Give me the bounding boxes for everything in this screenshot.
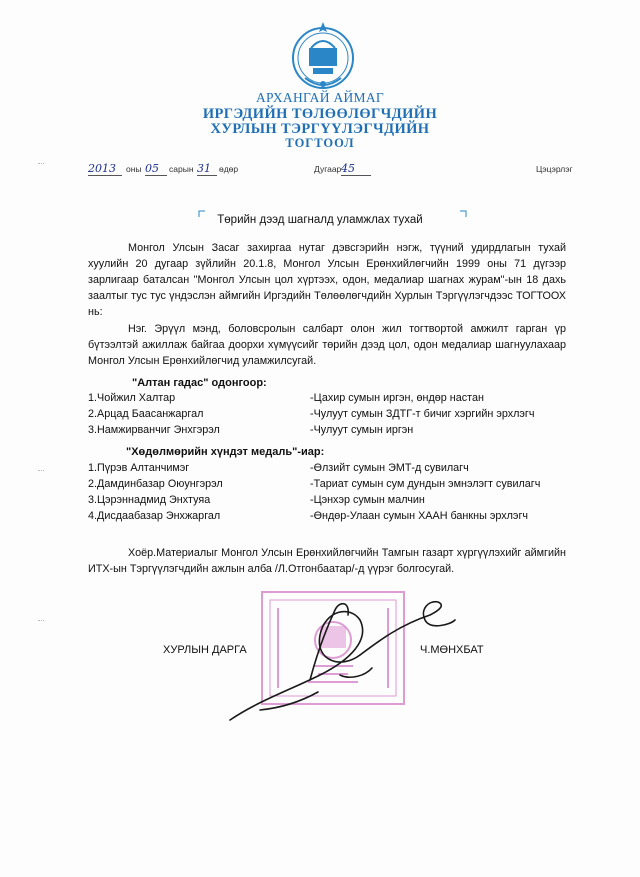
recipient-name: 1.Чойжил Халтар: [88, 392, 176, 404]
paragraph-two: Хоёр.Материалыг Монгол Улсын Ерөнхийлөгчийн Тамгын газарт хүргүүлэхийг аймгийн ИТХ-ын Тэргүүлэгчдийн ажлын алба /Л.Отгонбаатар/-д үүрэг болгосугай.: [88, 547, 566, 575]
recipient-name: 2.Дамдинбазар Оюунгэрэл: [88, 478, 223, 490]
paragraph-one: Нэг. Эрүүл мэнд, боловсролын салбарт олон жил тогтвортой амжилт гарган үр бүтээлтэй ажиллаж байгаа доорхи хүмүүсийг төрийн дээд цол, одон медалиар шагнуулахаар Монгол Улсын Ерөнхийлөгчид уламжилсугай.: [88, 323, 566, 367]
list-item: [88, 494, 588, 510]
recipient-name: 4.Дисдаабазар Энхжаргал: [88, 510, 221, 522]
list-item: [88, 462, 588, 478]
paragraph-basis: Монгол Улсын Засаг захиргаа нутаг дэвсгэрийн нэгж, түүний удирдлагын тухай хуулийн 20 дугаар зүйлийн 20.1.8, Монгол Улсын Ерөнхийлөгчийн 1999 оны 71 дүгээр зарлигаар баталсан "Монгол Улсын цол хүртээх, одон, медалиар шагнах журам"-ын 18 дахь заалтыг тус тус үндэслэн аймгийн Иргэдийн Төлөөлөгчдийн Хурлын Тэргүүлэгчдээс ТОГТООХ нь:: [88, 242, 566, 318]
list-item: [88, 510, 588, 526]
group2-heading: "Хөдөлмөрийн хүндэт медаль"-иар:: [126, 446, 325, 458]
list-item: [88, 478, 588, 494]
month-value: 05: [145, 162, 167, 176]
header-presidium: ХУРЛЫН ТЭРГҮҮЛЭГЧДИЙН: [210, 121, 430, 137]
day-value: 31: [197, 162, 217, 176]
number-label: Дугаар: [314, 164, 342, 174]
margin-mark: [38, 620, 44, 623]
recipient-desc: -Тариат сумын сум дундын эмнэлэгт сувилагч: [310, 478, 541, 490]
signature-title: ХУРЛЫН ДАРГА: [163, 644, 247, 656]
number-value: 45: [341, 162, 371, 176]
header-council: ИРГЭДИЙН ТӨЛӨӨЛӨГЧДИЙН: [202, 106, 438, 122]
signature-name: Ч.МӨНХБАТ: [420, 644, 484, 656]
recipient-desc: -Өндөр-Улаан сумын ХААН банкны эрхлэгч: [310, 510, 529, 522]
day-suffix: өдөр: [219, 164, 239, 174]
list-item: [88, 424, 588, 440]
recipient-desc: -Цэнхэр сумын малчин: [310, 494, 425, 506]
document-meta: [0, 164, 640, 184]
list-item: [88, 408, 588, 424]
recipient-desc: -Чулуут сумын иргэн: [310, 424, 414, 436]
recipient-desc: -Чулуут сумын ЗДТГ-т бичиг хэргийн эрхлэгч: [310, 408, 535, 420]
handwritten-signature-icon: [200, 580, 460, 740]
place-label: Цэцэрлэг: [536, 164, 573, 174]
header-province: АРХАНГАЙ АЙМАГ: [255, 90, 384, 105]
recipient-name: 1.Пүрэв Алтанчимэг: [88, 462, 190, 474]
year-value: 2013: [88, 162, 122, 176]
recipient-name: 3.Намжирванчиг Энхгэрэл: [88, 424, 220, 436]
year-suffix: оны: [126, 164, 142, 174]
recipient-name: 2.Арцад Баасанжаргал: [88, 408, 204, 420]
document-title: Төрийн дээд шагналд уламжлах тухай: [217, 214, 423, 226]
list-item: [88, 392, 588, 408]
recipient-desc: -Өлзийт сумын ЭМТ-д сувилагч: [310, 462, 469, 474]
header-resolution: ТОГТООЛ: [285, 136, 355, 150]
recipient-desc: -Цахир сумын иргэн, өндөр настан: [310, 392, 484, 404]
margin-mark: [38, 470, 44, 473]
group1-heading: "Алтан гадас" одонгоор:: [132, 377, 267, 389]
recipient-name: 3.Цэрэннадмид Энхтуяа: [88, 494, 211, 506]
state-emblem-icon: [287, 18, 359, 96]
month-suffix: сарын: [169, 164, 194, 174]
